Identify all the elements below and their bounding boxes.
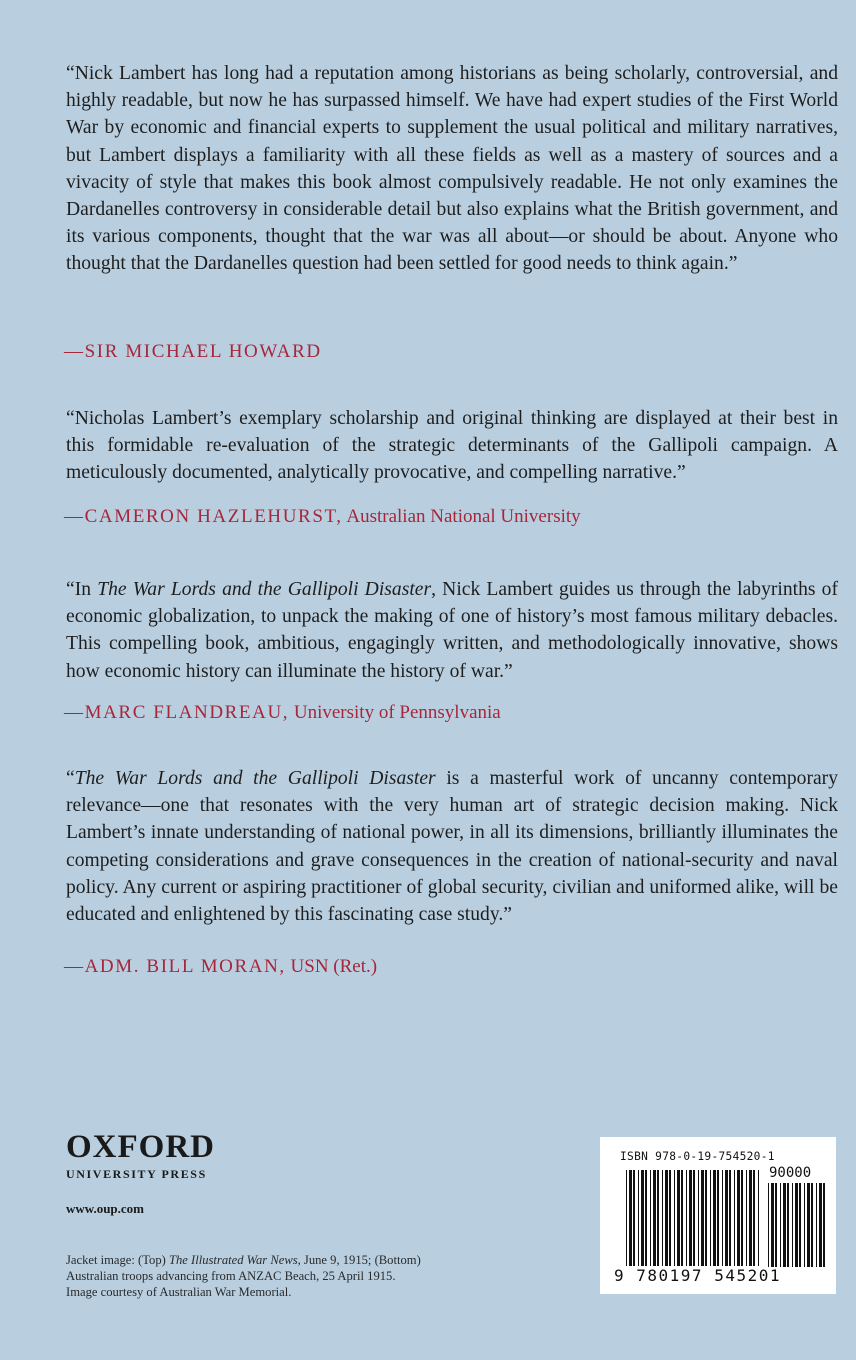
attribution-name: —SIR MICHAEL HOWARD: [64, 341, 322, 362]
barcode-bar: [698, 1170, 699, 1266]
publisher-website: www.oup.com: [66, 1201, 145, 1216]
barcode-bar: [677, 1170, 680, 1266]
barcode-bar: [662, 1170, 663, 1266]
barcode-bar: [717, 1170, 719, 1266]
barcode-bar: [693, 1170, 695, 1266]
barcode-bar: [705, 1170, 707, 1266]
blurb-moran: [66, 765, 838, 928]
barcode-bar: [729, 1170, 731, 1266]
publisher-subtitle: UNIVERSITY PRESS: [66, 1167, 207, 1181]
barcode-bar: [710, 1170, 711, 1266]
barcode-bar: [626, 1170, 627, 1266]
book-title: The War Lords and the Gallipoli Disaster: [97, 579, 432, 600]
barcode-bar: [722, 1170, 723, 1266]
barcode-bar: [804, 1183, 805, 1267]
barcode-bar: [674, 1170, 675, 1266]
barcode-bar: [771, 1183, 774, 1267]
attribution-name: —ADM. BILL MORAN,: [64, 956, 286, 977]
barcode-bar: [650, 1170, 651, 1266]
blurb-text: “Nicholas Lambert’s exemplary scholarship and original thinking are displayed at their best in this formidable re-evaluation of the strategic determinants of the Gallipoli campaign. A meticulously documented, analytically provocative, and compelling narrative.”: [66, 408, 838, 484]
barcode-bar: [746, 1170, 747, 1266]
barcode-bar: [823, 1183, 825, 1267]
barcode-bar: [681, 1170, 683, 1266]
barcode-bar: [633, 1170, 635, 1266]
isbn-label: ISBN 978-0-19-754520-1: [620, 1150, 775, 1163]
barcode-bar: [689, 1170, 692, 1266]
blurb-prefix: “In: [66, 579, 98, 600]
barcode-bar: [638, 1170, 639, 1266]
barcode-bar: [653, 1170, 656, 1266]
barcode-bar: [686, 1170, 687, 1266]
barcode-bar: [713, 1170, 716, 1266]
barcode-bar: [734, 1170, 735, 1266]
barcode-bar: [725, 1170, 728, 1266]
attribution-affiliation: University of Pennsylvania: [293, 702, 501, 723]
barcode-bar: [629, 1170, 632, 1266]
publisher-logo: [66, 1130, 226, 1182]
blurb-flandreau: [66, 576, 838, 685]
attribution-affiliation: Australian National University: [346, 506, 581, 527]
barcode-bar: [657, 1170, 659, 1266]
attribution-name: —CAMERON HAZLEHURST,: [64, 506, 343, 527]
price-code: 90000: [769, 1165, 812, 1181]
barcode-bar: [819, 1183, 822, 1267]
barcode-bar: [768, 1183, 769, 1267]
barcode-bar: [641, 1170, 644, 1266]
blurb-text: , Nick Lambert guides us through the labyrinths of economic globalization, to unpack the making of one of history’s most famous military debacles. This compelling book, ambitious, engagingly written, and methodologically innovative, shows how economic history can illuminate the history of war.”: [66, 579, 838, 682]
attribution-moran: [64, 954, 377, 980]
barcode-bar: [645, 1170, 647, 1266]
barcode-bar: [792, 1183, 793, 1267]
barcode-bar: [807, 1183, 810, 1267]
blurb-hazlehurst: [66, 405, 838, 487]
barcode-bar: [799, 1183, 801, 1267]
attribution-howard: [64, 339, 322, 365]
blurb-howard: [66, 60, 838, 278]
attribution-flandreau: [64, 700, 501, 726]
barcode-panel: [600, 1137, 836, 1294]
barcode-main-bars: [626, 1170, 759, 1266]
attribution-affiliation: USN (Ret.): [290, 956, 378, 977]
barcode-bar: [758, 1170, 759, 1266]
publisher-name: OXFORD: [66, 1129, 215, 1165]
attribution-name: —MARC FLANDREAU,: [64, 702, 290, 723]
barcode-bar: [741, 1170, 743, 1266]
attribution-hazlehurst: [64, 504, 581, 530]
barcode-bar: [795, 1183, 798, 1267]
barcode-addon-bars: [768, 1183, 825, 1267]
barcode-bar: [749, 1170, 752, 1266]
barcode-bar: [816, 1183, 817, 1267]
barcode-bar: [701, 1170, 704, 1266]
barcode-digits: 9 780197 545201: [614, 1266, 781, 1285]
blurb-text: is a masterful work of uncanny contemporary relevance—one that resonates with the very human art of strategic decision making. Nick Lambert’s innate understanding of national power, in all its dimensions, brilliantly illuminates the competing considerations and grave consequences in the creation of national-security and naval policy. Any current or aspiring practitioner of global security, civilian and uniformed alike, will be educated and enlightened by this fascinating case study.”: [66, 768, 839, 926]
jacket-credit: [66, 1253, 426, 1300]
barcode-bar: [669, 1170, 671, 1266]
barcode-bar: [753, 1170, 755, 1266]
book-title: The War Lords and the Gallipoli Disaster: [74, 768, 436, 789]
barcode-bar: [775, 1183, 777, 1267]
credit-text: , June 9, 1915; (Bottom) Australian troops advancing from ANZAC Beach, 25 April 1915. Image courtesy of Australian War Memorial.: [66, 1253, 421, 1299]
barcode-bar: [780, 1183, 781, 1267]
blurb-prefix: “: [66, 768, 75, 789]
barcode-bar: [783, 1183, 786, 1267]
barcode-bar: [787, 1183, 789, 1267]
barcode-bar: [665, 1170, 668, 1266]
barcode-bar: [737, 1170, 740, 1266]
credit-prefix: Jacket image: (Top): [66, 1253, 169, 1267]
credit-publication: The Illustrated War News: [168, 1253, 298, 1267]
blurb-text: “Nick Lambert has long had a reputation among historians as being scholarly, controversial, and highly readable, but now he has surpassed himself. We have had expert studies of the First World War by economic and financial experts to supplement the usual political and military narratives, but Lambert displays a familiarity with all these fields as well as a mastery of sources and a vivacity of style that makes this book almost compulsively readable. He not only examines the Dardanelles controversy in considerable detail but also explains what the British government, and its various components, thought that the war was all about—or should be about. Anyone who thought that the Dardanelles question had been settled for good needs to think again.”: [66, 63, 838, 275]
barcode-bar: [811, 1183, 813, 1267]
